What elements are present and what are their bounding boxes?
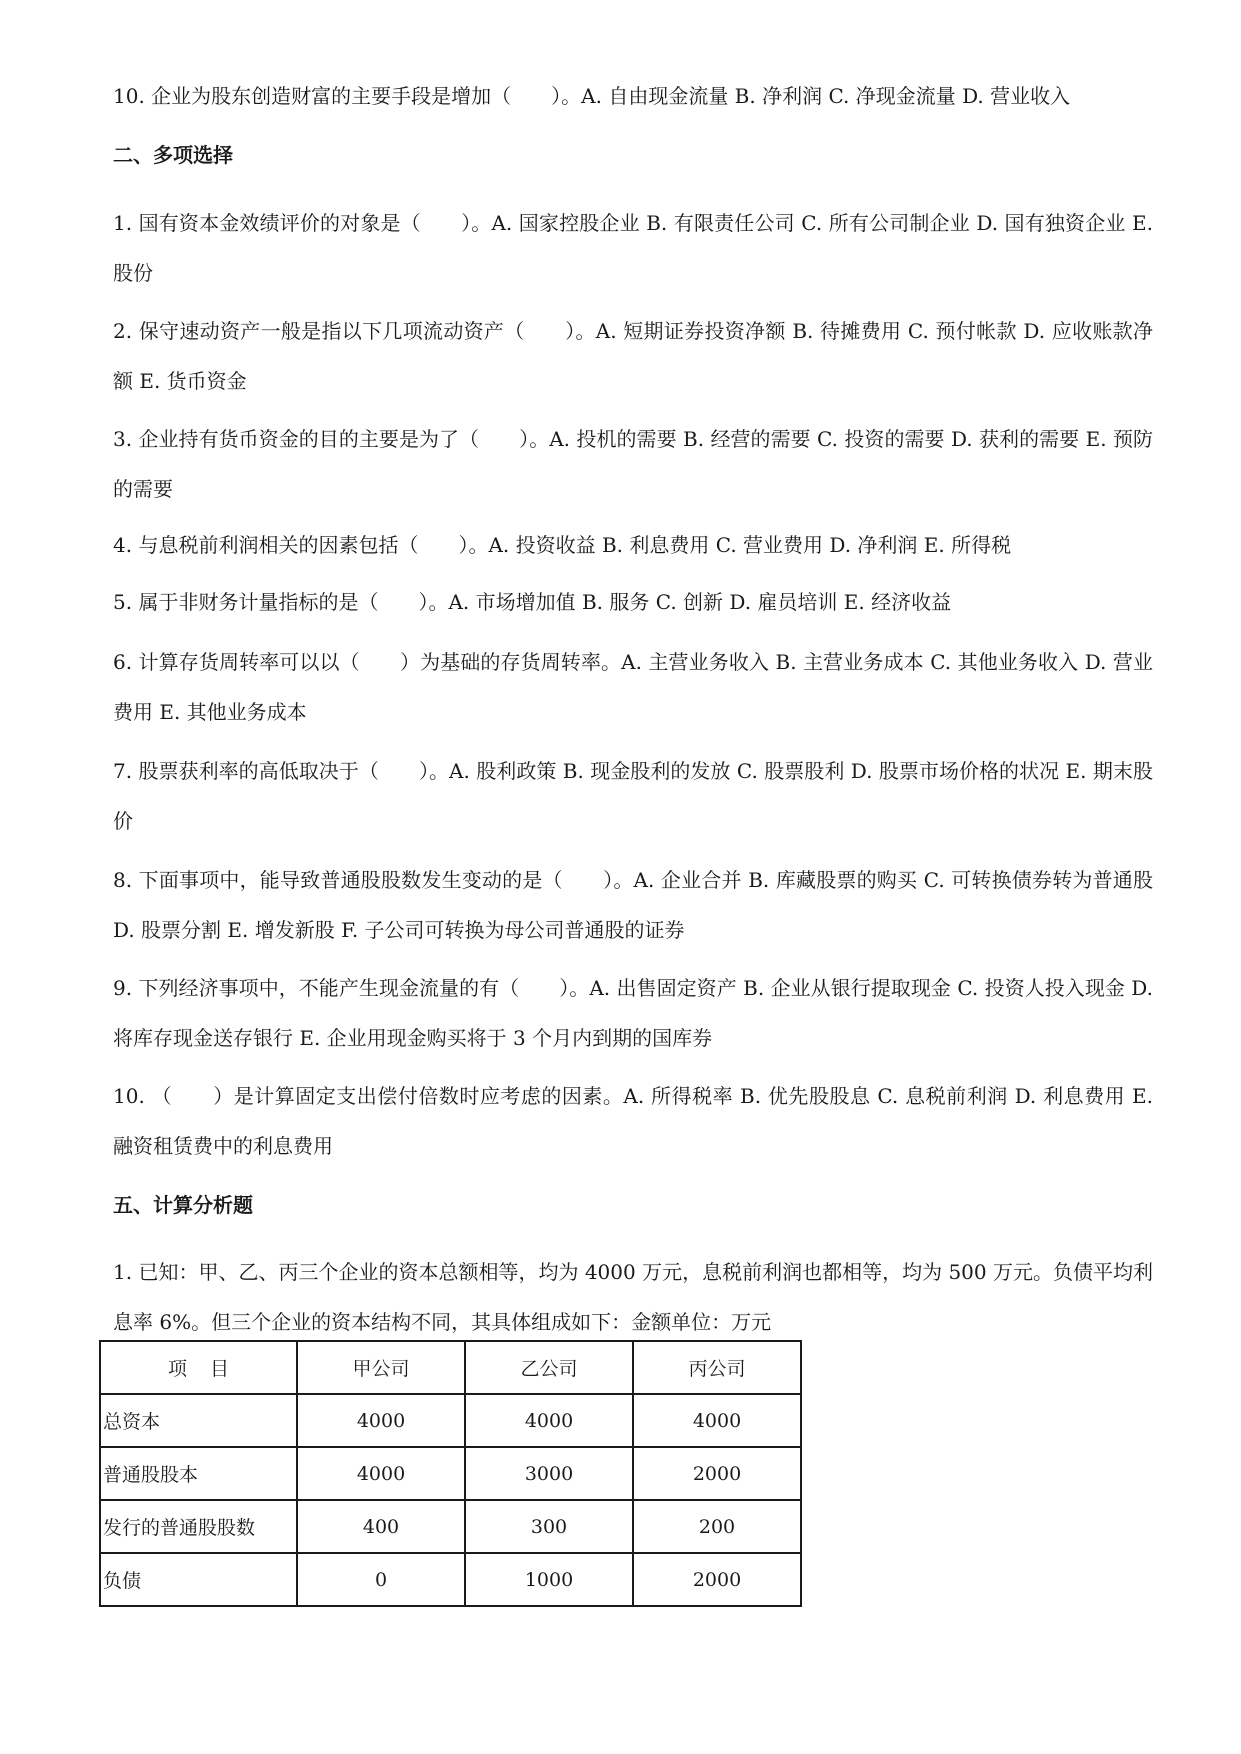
table-cell: 普通股股本 bbox=[100, 1447, 297, 1500]
question-s2-3: 3. 企业持有货币资金的目的主要是为了（ ）。A. 投机的需要 B. 经营的需要 C. 投资的需要 D. 获利的需要 E. 预防的需要 bbox=[113, 427, 1153, 501]
table-row bbox=[100, 1394, 801, 1447]
question-s1-10: 10. 企业为股东创造财富的主要手段是增加（ ）。A. 自由现金流量 B. 净利润 C. 净现金流量 D. 营业收入 bbox=[113, 84, 1071, 108]
table-header-cell: 丙公司 bbox=[633, 1341, 801, 1394]
question-s2-8: 8. 下面事项中，能导致普通股股数发生变动的是（ ）。A. 企业合并 B. 库藏股票的购买 C. 可转换债券转为普通股 D. 股票分割 E. 增发新股 F. 子公司可转换为母公司普通股的证券 bbox=[113, 868, 1153, 942]
question-s2-4: 4. 与息税前利润相关的因素包括（ ）。A. 投资收益 B. 利息费用 C. 营业费用 D. 净利润 E. 所得税 bbox=[113, 533, 1012, 557]
table-cell: 1000 bbox=[465, 1553, 633, 1606]
section-heading-calculation: 五、计算分析题 bbox=[113, 1193, 253, 1217]
table-header-row bbox=[100, 1341, 801, 1394]
table-header-cell: 甲公司 bbox=[297, 1341, 465, 1394]
table-cell: 4000 bbox=[297, 1447, 465, 1500]
table-header-cell: 项 目 bbox=[100, 1341, 297, 1394]
question-s2-2: 2. 保守速动资产一般是指以下几项流动资产（ ）。A. 短期证券投资净额 B. 待摊费用 C. 预付帐款 D. 应收账款净额 E. 货币资金 bbox=[113, 319, 1153, 393]
capital-structure-table bbox=[99, 1340, 802, 1607]
table-cell: 4000 bbox=[633, 1394, 801, 1447]
table-cell: 2000 bbox=[633, 1553, 801, 1606]
table-cell: 300 bbox=[465, 1500, 633, 1553]
question-s2-5: 5. 属于非财务计量指标的是（ ）。A. 市场增加值 B. 服务 C. 创新 D. 雇员培训 E. 经济收益 bbox=[113, 590, 952, 614]
table-cell: 400 bbox=[297, 1500, 465, 1553]
section-heading-multiple-choice: 二、多项选择 bbox=[113, 143, 233, 167]
table-cell: 4000 bbox=[297, 1394, 465, 1447]
question-s2-9: 9. 下列经济事项中，不能产生现金流量的有（ ）。A. 出售固定资产 B. 企业从银行提取现金 C. 投资人投入现金 D. 将库存现金送存银行 E. 企业用现金购买将于 3 个月内到期的国库券 bbox=[113, 976, 1153, 1050]
table-cell: 2000 bbox=[633, 1447, 801, 1500]
question-s2-7: 7. 股票获利率的高低取决于（ ）。A. 股利政策 B. 现金股利的发放 C. 股票股利 D. 股票市场价格的状况 E. 期末股价 bbox=[113, 759, 1153, 833]
table-cell: 200 bbox=[633, 1500, 801, 1553]
table-row bbox=[100, 1553, 801, 1606]
table-cell: 发行的普通股股数 bbox=[100, 1500, 297, 1553]
table-cell: 4000 bbox=[465, 1394, 633, 1447]
question-s5-1: 1. 已知：甲、乙、丙三个企业的资本总额相等，均为 4000 万元，息税前利润也都相等，均为 500 万元。负债平均利息率 6%。但三个企业的资本结构不同，其具体组成如下：金额单位：万元 bbox=[113, 1260, 1153, 1334]
question-s2-1: 1. 国有资本金效绩评价的对象是（ ）。A. 国家控股企业 B. 有限责任公司 C. 所有公司制企业 D. 国有独资企业 E. 股份 bbox=[113, 211, 1153, 285]
table-cell: 0 bbox=[297, 1553, 465, 1606]
table-header-cell: 乙公司 bbox=[465, 1341, 633, 1394]
table-row bbox=[100, 1500, 801, 1553]
table-cell: 总资本 bbox=[100, 1394, 297, 1447]
table-cell: 3000 bbox=[465, 1447, 633, 1500]
table-row bbox=[100, 1447, 801, 1500]
table-cell: 负债 bbox=[100, 1553, 297, 1606]
question-s2-6: 6. 计算存货周转率可以以（ ）为基础的存货周转率。A. 主营业务收入 B. 主营业务成本 C. 其他业务收入 D. 营业费用 E. 其他业务成本 bbox=[113, 650, 1153, 724]
question-s2-10: 10. （ ）是计算固定支出偿付倍数时应考虑的因素。A. 所得税率 B. 优先股股息 C. 息税前利润 D. 利息费用 E. 融资租赁费中的利息费用 bbox=[113, 1084, 1153, 1158]
